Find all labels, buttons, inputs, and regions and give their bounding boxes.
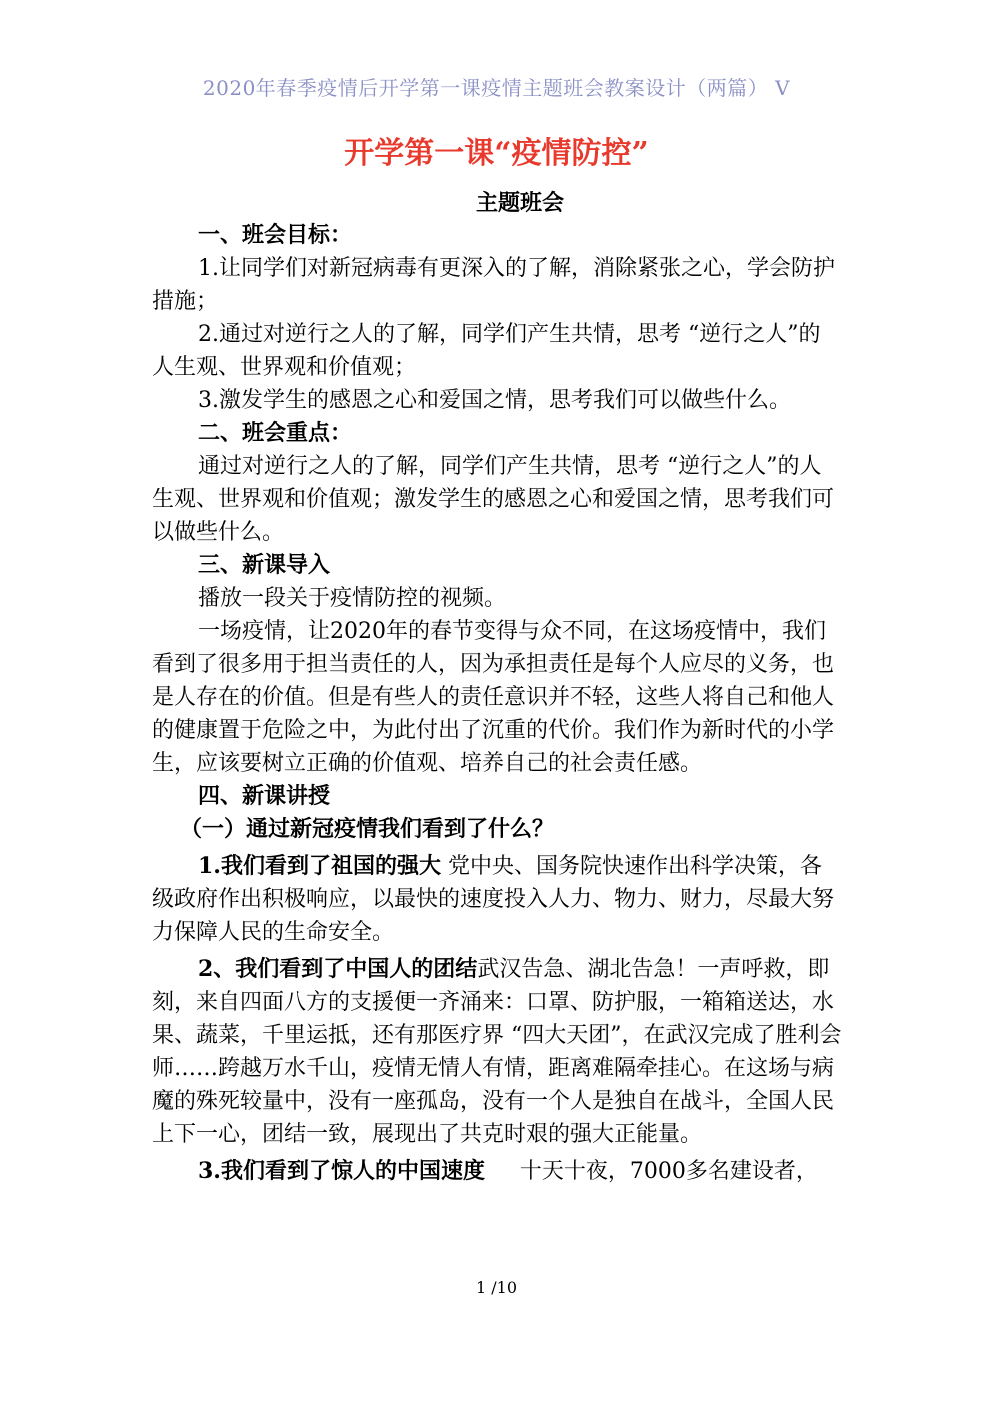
document-header: 2020年春季疫情后开学第一课疫情主题班会教案设计（两篇） V [202, 76, 791, 100]
point-3-title: 3.我们看到了惊人的中国速度 [198, 1158, 485, 1184]
point-2-title: 2、我们看到了中国人的团结 [198, 956, 478, 982]
point-3-text: 十天十夜，7000多名建设者， [484, 1159, 818, 1184]
paragraph-point-1 [152, 850, 842, 949]
point-1-title: 1.我们看到了祖国的强大 [198, 853, 441, 879]
document-body [152, 219, 842, 1188]
point-1-text: 党中央、国务院快速作出科学决策，各级政府作出积极响应，以最快的速度投入人力、物力、财力，尽最大努力保障人民的生命安全。 [152, 854, 835, 945]
page-number: 1 /10 [475, 1278, 517, 1297]
section-heading-lecture: 四、新课讲授 [198, 783, 331, 809]
section-heading-focus: 二、班会重点： [198, 420, 353, 446]
paragraph-goal-3: 3.激发学生的感恩之心和爱国之情，思考我们可以做些什么。 [198, 388, 791, 413]
page-title: 开学第一课“疫情防控” [344, 136, 649, 171]
paragraph-intro-1: 播放一段关于疫情防控的视频。 [198, 586, 507, 611]
paragraph-focus: 通过对逆行之人的了解，同学们产生共情，思考 “逆行之人”的人生观、世界观和价值观；激发学生的感恩之心和爱国之情，思考我们可以做些什么。 [152, 454, 835, 545]
page-subtitle: 主题班会 [475, 190, 564, 216]
point-2-text: 武汉告急、湖北告急！一声呼救，即刻，来自四面八方的支援便一齐涌来：口罩、防护服，一箱箱送达，水果、蔬菜，千里运抵，还有那医疗界 “四大天团”，在武汉完成了胜利会师……跨越万水千山，疫情无情人有情，距离难隔牵挂心。在这场与病魔的殊死较量中，没有一座孤岛，没有一个人是独自在战斗，全国人民上下一心，团结一致，展现出了共克时艰的强大正能量。 [152, 957, 842, 1147]
paragraph-point-2 [152, 953, 842, 1151]
paragraph-point-3 [152, 1155, 842, 1188]
sub-heading-1: （一）通过新冠疫情我们看到了什么？ [180, 816, 555, 842]
paragraph-goal-2: 2.通过对逆行之人的了解，同学们产生共情，思考 “逆行之人”的人生观、世界观和价值观； [152, 322, 821, 380]
paragraph-intro-2: 一场疫情，让2020年的春节变得与众不同，在这场疫情中，我们看到了很多用于担当责任的人，因为承担责任是每个人应尽的义务，也是人存在的价值。但是有些人的责任意识并不轻，这些人将自己和他人的健康置于危险之中，为此付出了沉重的代价。我们作为新时代的小学生，应该要树立正确的价值观、培养自己的社会责任感。 [152, 619, 835, 776]
section-heading-intro: 三、新课导入 [198, 552, 331, 578]
section-heading-goals: 一、班会目标： [198, 222, 353, 248]
paragraph-goal-1: 1.让同学们对新冠病毒有更深入的了解，消除紧张之心，学会防护措施； [152, 256, 835, 314]
